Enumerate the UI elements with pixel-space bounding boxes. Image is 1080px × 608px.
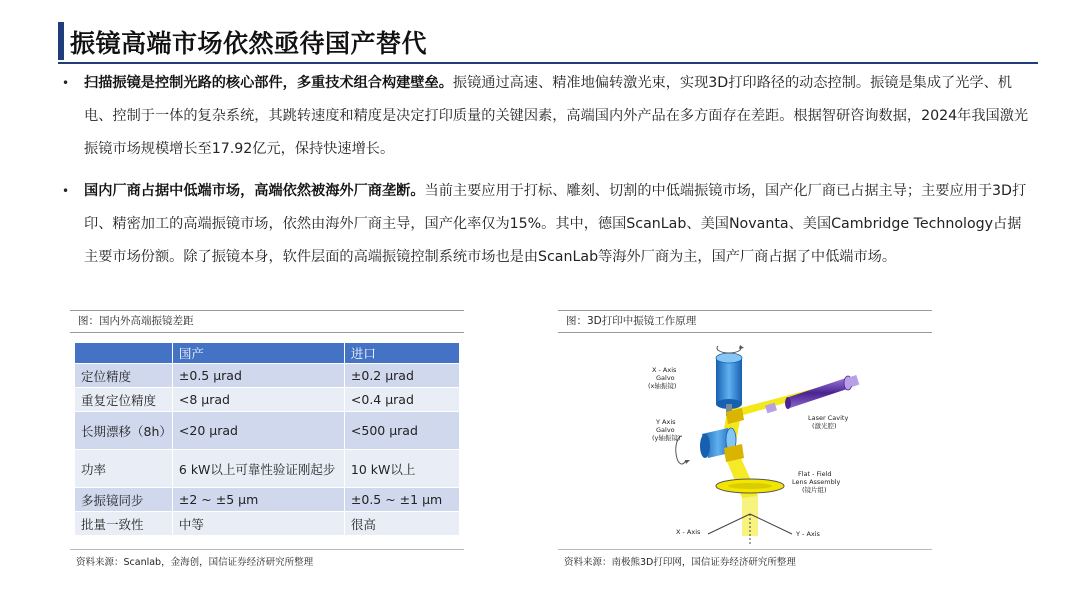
table-cell: 很高: [344, 512, 459, 536]
laser-cavity-label: Laser Cavity: [808, 414, 849, 422]
page-title: 振镜高端市场依然亟待国产替代: [70, 29, 428, 58]
x-galvo-label: (x轴振镜): [648, 382, 677, 390]
galvo-principle-panel: [558, 310, 932, 576]
lens-label: (镜片组): [802, 486, 827, 494]
lens-label: Flat - Field: [798, 470, 832, 478]
axis-y-label: Y - Axis: [796, 530, 820, 538]
table-cell: 长期漂移（8h）: [75, 412, 173, 450]
work-plane-axes: [708, 514, 792, 546]
table-cell: 10 kW以上: [344, 450, 459, 488]
galvo-gap-panel: [70, 310, 464, 576]
x-galvo-label: X - Axis: [652, 366, 677, 374]
table-header-row: [75, 343, 460, 364]
y-axis-galvo: [676, 428, 744, 464]
table-cell: 中等: [172, 512, 344, 536]
title-accent-bar: [58, 22, 64, 60]
bullet-paragraph-2: [62, 175, 1030, 274]
table-cell: 6 kW以上可靠性验证刚起步: [172, 450, 344, 488]
table-header-cell: [75, 343, 173, 364]
galvo-diagram: [558, 336, 932, 548]
source-note: 资料来源：南极熊3D打印网，国信证券经济研究所整理: [564, 557, 796, 568]
table-cell: 定位精度: [75, 364, 173, 388]
paragraph-text: [84, 67, 1030, 166]
laser-cavity: [765, 375, 859, 413]
table-cell: <20 μrad: [172, 412, 344, 450]
table-cell: <500 μrad: [344, 412, 459, 450]
table-row: [75, 364, 460, 388]
table-row: [75, 512, 460, 536]
table-header-cell: 国产: [172, 343, 344, 364]
title-underline: [58, 62, 1038, 64]
bullet-paragraph-1: [62, 67, 1030, 166]
table-header-cell: 进口: [344, 343, 459, 364]
title-bar: [58, 22, 1038, 62]
source-note: 资料来源：Scanlab，金海创，国信证券经济研究所整理: [76, 557, 314, 568]
table-cell: 多振镜同步: [75, 488, 173, 512]
paragraph-lead: 国内厂商占据中低端市场，高端依然被海外厂商垄断。: [84, 183, 425, 199]
panel-caption: 图：3D打印中振镜工作原理: [558, 310, 932, 333]
table-cell: ±0.5 μrad: [172, 364, 344, 388]
table-cell: <8 μrad: [172, 388, 344, 412]
y-galvo-label: Y Axis: [656, 418, 676, 426]
table-row: [75, 488, 460, 512]
table-cell: ±2 ~ ±5 μm: [172, 488, 344, 512]
table-cell: ±0.5 ~ ±1 μm: [344, 488, 459, 512]
panel-divider: [70, 549, 464, 550]
table-cell: 批量一致性: [75, 512, 173, 536]
y-galvo-label: Galvo: [656, 426, 675, 434]
laser-cavity-label: (激光腔): [812, 422, 837, 430]
galvo-comparison-table: [74, 342, 460, 536]
table-cell: 重复定位精度: [75, 388, 173, 412]
x-axis-galvo: [716, 345, 744, 424]
table-row: [75, 450, 460, 488]
x-galvo-label: Galvo: [656, 374, 675, 382]
paragraph-lead: 扫描振镜是控制光路的核心部件，多重技术组合构建壁垒。: [84, 75, 453, 91]
table-row: [75, 412, 460, 450]
table-cell: <0.4 μrad: [344, 388, 459, 412]
table-cell: 功率: [75, 450, 173, 488]
table-cell: ±0.2 μrad: [344, 364, 459, 388]
paragraph-body: 振镜通过高速、精准地偏转激光束，实现3D打印路径的动态控制。振镜是集成了光学、机电、控制于一体的复杂系统，其跳转速度和精度是决定打印质量的关键因素，高端国内外产品在多方面存在差距。根据智研咨询数据，2024年我国激光振镜市场规模增长至17.92亿元，保持快速增长。: [84, 75, 1029, 157]
bullet-marker: •: [62, 184, 70, 198]
paragraph-text: [84, 175, 1030, 274]
flat-field-lens: [716, 479, 784, 493]
axis-x-label: X - Axis: [676, 528, 701, 536]
panel-divider: [558, 549, 932, 550]
y-galvo-label: (y轴振镜): [652, 434, 681, 442]
panel-caption: 图：国内外高端振镜差距: [70, 310, 464, 333]
paragraph-body: 当前主要应用于打标、雕刻、切割的中低端振镜市场，国产化厂商已占据主导；主要应用于3D打印、精密加工的高端振镜市场，依然由海外厂商主导，国产化率仅为15%。其中，德国ScanLab、美国Novanta、美国Cambridge Technology占据主要市场份额。除了振镜本身，软件层面的高端振镜控制系统市场也是由ScanLab等海外厂商为主，国产厂商占据了中低端市场。: [84, 183, 1027, 265]
bullet-marker: •: [62, 76, 70, 90]
lens-label: Lens Assembly: [792, 478, 841, 486]
table-row: [75, 388, 460, 412]
